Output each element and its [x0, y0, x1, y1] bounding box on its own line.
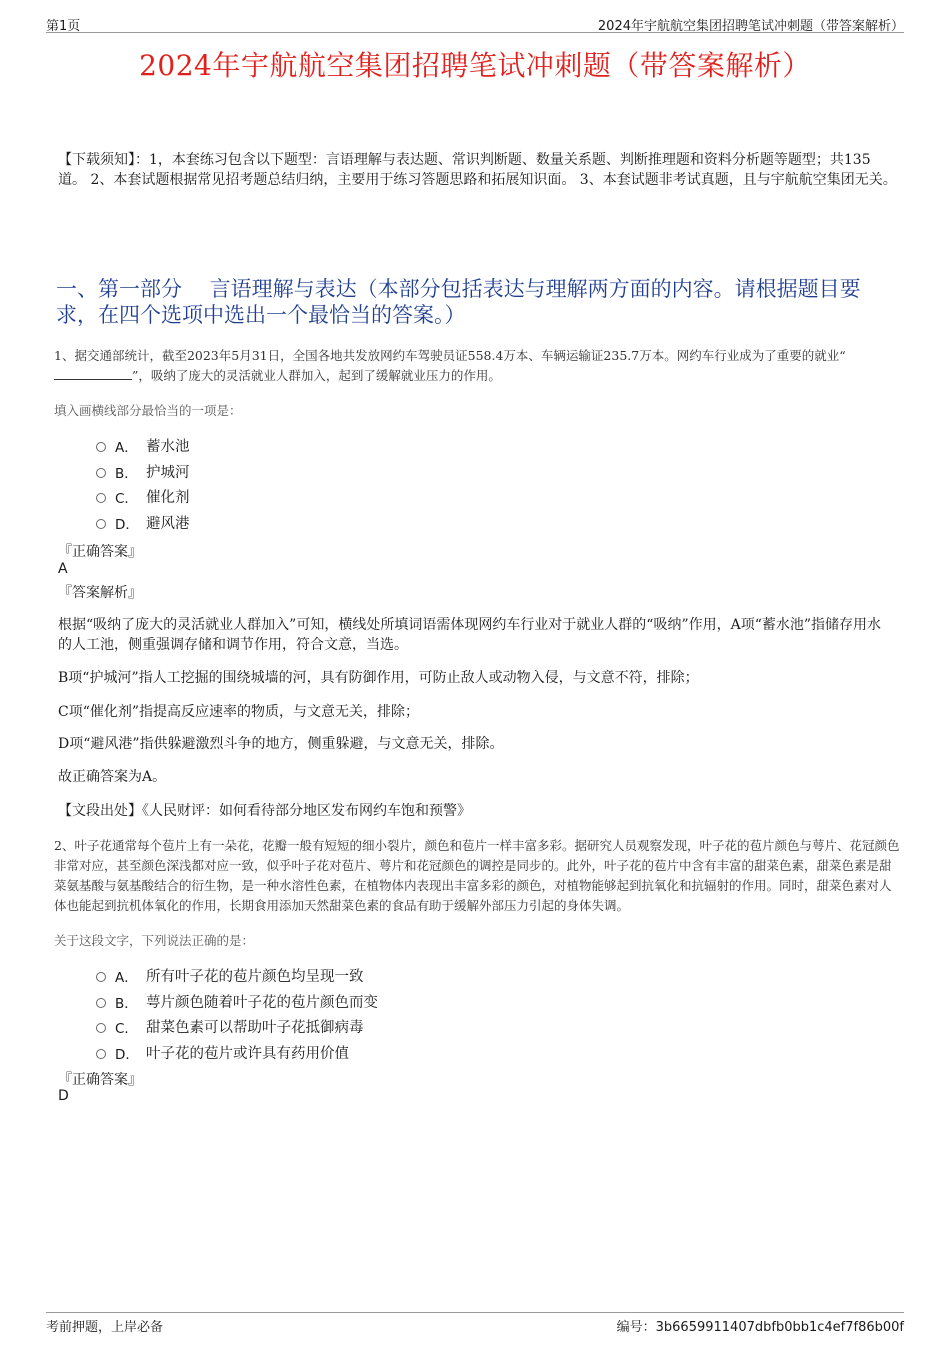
question-1-text	[54, 346, 902, 386]
page-number: 第1页	[46, 19, 81, 34]
radio-button[interactable]	[96, 468, 106, 478]
section-heading: 一、第一部分 言语理解与表达（本部分包括表达与理解两方面的内容。请根据题目要求，在四个选项中选出一个最恰当的答案。）	[56, 277, 861, 327]
option-text: 催化剂	[146, 490, 190, 506]
correct-answer: D	[58, 1088, 69, 1104]
option-text: 避风港	[146, 515, 190, 532]
source-citation: 【文段出处】《人民财评：如何看待部分地区发布网约车饱和预警》	[58, 803, 471, 819]
analysis-paragraph: D项“避风港”指供躲避激烈斗争的地方，侧重躲避，与文意无关，排除。	[58, 736, 504, 752]
option-a[interactable]	[96, 434, 796, 460]
question-1-text-after: ”，吸纳了庞大的灵活就业人群加入，起到了缓解就业压力的作用。	[132, 368, 501, 383]
radio-button[interactable]	[96, 1049, 106, 1059]
option-text: 护城河	[146, 464, 190, 481]
download-notice: 【下载须知】：1，本套练习包含以下题型：言语理解与表达题、常识判断题、数量关系题、判断推理题和资料分析题等题型；共135道。 2、本套试题根据常见招考题总结归纳，主要用于练习答题思路和拓展知识面。 3、本套试题非考试真题，且与宇航航空集团无关。	[58, 152, 897, 188]
option-c[interactable]	[96, 1015, 796, 1041]
question-2-prompt: 关于这段文字，下列说法正确的是：	[54, 933, 255, 948]
option-letter: D．	[115, 1046, 139, 1063]
question-1-prompt: 填入画横线部分最恰当的一项是：	[54, 403, 242, 418]
option-text: 甜菜色素可以帮助叶子花抵御病毒	[146, 1020, 364, 1036]
option-letter: A．	[115, 440, 138, 456]
question-1-options	[96, 434, 796, 536]
page-footer	[46, 1312, 904, 1335]
analysis-paragraph: B项“护城河”指人工挖掘的围绕城墙的河，具有防御作用，可防止敌人或动物入侵，与文意不符，排除；	[58, 670, 699, 686]
footer-slogan: 考前押题，上岸必备	[46, 1320, 164, 1335]
option-text: 所有叶子花的苞片颜色均呈现一致	[146, 969, 364, 985]
option-letter: D．	[115, 516, 139, 533]
radio-button[interactable]	[96, 1023, 106, 1033]
question-2-text: 2、叶子花通常每个苞片上有一朵花，花瓣一般有短短的细小裂片，颜色和苞片一样丰富多彩。据研究人员观察发现，叶子花的苞片颜色与萼片、花冠颜色非常对应，甚至颜色深浅都对应一致，似乎叶子花对苞片、萼片和花冠颜色的调控是同步的。此外，叶子花的苞片中含有丰富的甜菜色素，甜菜色素是甜菜氨基酸与氨基酸结合的衍生物，是一种水溶性色素，在植物体内表现出丰富多彩的颜色，对植物能够起到抗氧化和抗辐射的作用。同时，甜菜色素对人体也能起到抗机体氧化的作用，长期食用添加天然甜菜色素的食品有助于缓解外部压力引起的身体失调。	[54, 838, 900, 913]
page-header	[46, 14, 904, 33]
option-text: 萼片颜色随着叶子花的苞片颜色而变	[146, 994, 378, 1011]
question-2-options	[96, 964, 796, 1066]
option-letter: B．	[115, 465, 138, 482]
radio-button[interactable]	[96, 493, 106, 503]
radio-button[interactable]	[96, 519, 106, 529]
answer-label: 『正确答案』	[58, 544, 142, 560]
document-id: 编号：3b6659911407dbfb0bb1c4ef7f86b00f	[616, 1320, 904, 1335]
option-d[interactable]	[96, 1041, 796, 1067]
header-doc-title: 2024年宇航航空集团招聘笔试冲刺题（带答案解析）	[597, 19, 904, 34]
question-1-text-before: 1、据交通部统计，截至2023年5月31日，全国各地共发放网约车驾驶员证558.4万本、车辆运输证235.7万本。网约车行业成为了重要的就业“	[54, 348, 846, 363]
option-letter: C．	[115, 491, 138, 507]
document-title: 2024年宇航航空集团招聘笔试冲刺题（带答案解析）	[139, 49, 811, 82]
radio-button[interactable]	[96, 972, 106, 982]
option-letter: A．	[115, 970, 138, 986]
fill-in-blank	[54, 369, 132, 380]
option-letter: B．	[115, 995, 138, 1012]
correct-answer: A	[58, 561, 68, 577]
option-d[interactable]	[96, 511, 796, 537]
radio-button[interactable]	[96, 442, 106, 452]
analysis-paragraph: 根据“吸纳了庞大的灵活就业人群加入”可知，横线处所填词语需体现网约车行业对于就业人群的“吸纳”作用，A项“蓄水池”指储存用水的人工池，侧重强调存储和调节作用，符合文意，当选。	[58, 617, 882, 653]
analysis-label: 『答案解析』	[58, 585, 142, 601]
option-letter: C．	[115, 1021, 138, 1037]
analysis-paragraph: C项“催化剂”指提高反应速率的物质，与文意无关，排除；	[58, 704, 420, 720]
option-text: 叶子花的苞片或许具有药用价值	[146, 1045, 349, 1062]
radio-button[interactable]	[96, 998, 106, 1008]
option-b[interactable]	[96, 460, 796, 486]
option-c[interactable]	[96, 485, 796, 511]
option-a[interactable]	[96, 964, 796, 990]
analysis-conclusion: 故正确答案为A。	[58, 769, 167, 785]
option-text: 蓄水池	[146, 439, 190, 455]
option-b[interactable]	[96, 990, 796, 1016]
answer-label: 『正确答案』	[58, 1072, 142, 1088]
